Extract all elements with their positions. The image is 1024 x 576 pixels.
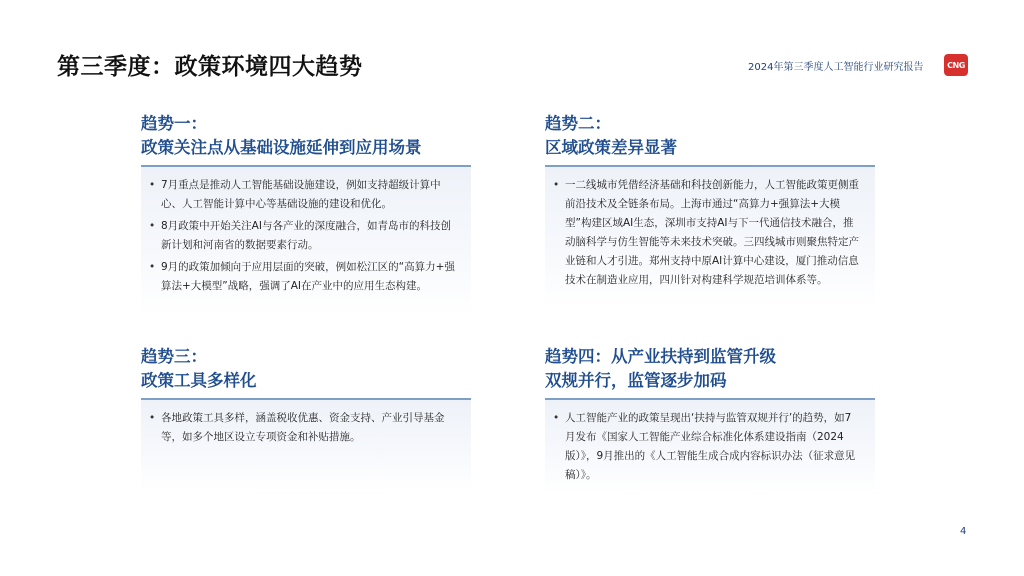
bullet-list xyxy=(551,176,861,290)
trend-card-1 xyxy=(141,112,471,315)
trend-card-3 xyxy=(141,345,471,491)
trend-title-line: 趋势三： xyxy=(141,347,207,366)
trend-title-line: 趋势一： xyxy=(141,114,207,133)
trend-title-line: 政策关注点从基础设施延伸到应用场景 xyxy=(141,138,422,157)
trend-title xyxy=(545,345,875,400)
trend-card-4 xyxy=(545,345,875,493)
trend-card-2 xyxy=(545,112,875,308)
trend-title-line: 政策工具多样化 xyxy=(141,371,257,390)
bullet-item: • 8月政策中开始关注AI与各产业的深度融合，如青岛市的科技创新计划和河南省的数据要素行动。 xyxy=(147,217,457,255)
brand-logo xyxy=(944,54,968,76)
bullet-item: • 各地政策工具多样，涵盖税收优惠、资金支持、产业引导基金等，如多个地区设立专项资金和补贴措施。 xyxy=(147,409,457,447)
bullet-list xyxy=(147,176,457,296)
report-name: 2024年第三季度人工智能行业研究报告 xyxy=(748,62,924,73)
bullet-list xyxy=(147,409,457,447)
trend-title-line: 趋势四：从产业扶持到监管升级 xyxy=(545,347,776,366)
trend-content xyxy=(545,167,875,308)
bullet-list xyxy=(551,409,861,485)
trend-title xyxy=(545,112,875,167)
bullet-item: • 9月的政策加倾向于应用层面的突破，例如松江区的“高算力+强算法+大模型”战略，强调了AI在产业中的应用生态构建。 xyxy=(147,258,457,296)
trend-content xyxy=(141,167,471,315)
page-title: 第三季度：政策环境四大趋势 xyxy=(57,54,363,80)
trend-content xyxy=(545,400,875,493)
trend-title xyxy=(141,112,471,167)
logo-text: CNG xyxy=(947,60,965,70)
trend-title-line: 区域政策差异显著 xyxy=(545,138,677,157)
trend-title-line: 趋势二： xyxy=(545,114,611,133)
bullet-item: • 一二线城市凭借经济基础和科技创新能力，人工智能政策更侧重前沿技术及全链条布局。上海市通过“高算力+强算法+大模型”构建区域AI生态，深圳市支持AI与下一代通信技术融合，推动脑科学与仿生智能等未来技术突破。三四线城市则聚焦特定产业链和人才引进。郑州支持中原AI计算中心建设，厦门推动信息技术在制造业应用，四川针对构建科学规范培训体系等。 xyxy=(551,176,861,290)
bullet-item: • 人工智能产业的政策呈现出‘扶持与监管双规并行’的趋势，如7月发布《国家人工智能产业综合标准化体系建设指南（2024版）》，9月推出的《人工智能生成合成内容标识办法（征求意见稿）》。 xyxy=(551,409,861,485)
trend-title xyxy=(141,345,471,400)
trend-content xyxy=(141,400,471,491)
trend-title-line: 双规并行，监管逐步加码 xyxy=(545,371,727,390)
page-number: 4 xyxy=(960,526,967,537)
bullet-item: • 7月重点是推动人工智能基础设施建设，例如支持超级计算中心、人工智能计算中心等基础设施的建设和优化。 xyxy=(147,176,457,214)
